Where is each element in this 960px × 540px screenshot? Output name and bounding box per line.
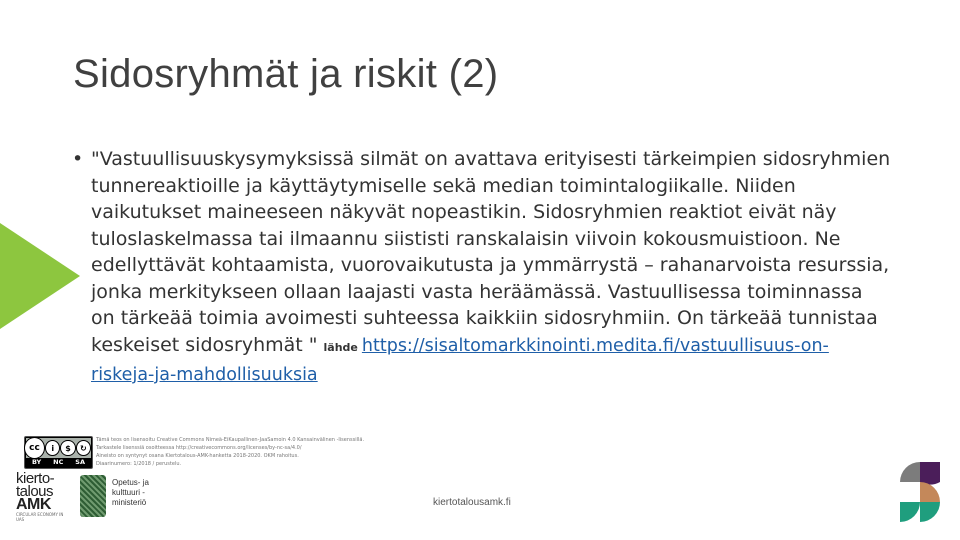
ministry-emblem-icon (80, 475, 106, 517)
quote-text: "Vastuullisuuskysymyksissä silmät on avattava erityisesti tärkeimpien sidosryhmien tunnereaktioille ja käyttäytymiselle sekä median toimintalogiikalle. Niiden vaikutukset maineeseen näkyvät nopeastikin. Sidosryhmien reaktiot eivät näy tuloslaskelmassa tai ilmaannu siististi ranskalaisin viivoin kokousmuistioon. Ne edellyttävät kohtaamista, vuorovaikutusta ja ymmärrystä – rahanarvoista resurssia, jonka merkitykseen ollaan laajasti vasta heräämässä. Vastuullisessa toiminnassa on tärkeää toimia avoimesti suhteessa kaikkiin sidosryhmiin. On tärkeää tunnistaa keskeiset sidosryhmät " (91, 148, 891, 356)
slide-body (72, 146, 892, 389)
cc-terms (26, 458, 91, 467)
cc-license-badge[interactable] (24, 436, 93, 469)
logo-segment-teal-right (920, 502, 940, 522)
green-triangle-decoration (0, 223, 80, 329)
logo-word-1: kierto- (16, 470, 55, 487)
logo-segment-brown (920, 482, 940, 502)
logo-segment-gray (900, 462, 920, 482)
footer-website: kiertotalousamk.fi (433, 497, 511, 508)
ministry-line-2: kulttuuri - (112, 488, 145, 497)
logo-word-2: talous (16, 483, 54, 500)
cc-icons (26, 438, 91, 458)
license-line-2: Aineisto on syntynyt osana Kiertotalous-AMK-hanketta 2018-2020. OKM rahoitus. (96, 453, 299, 459)
kiertotalous-amk-logo (16, 472, 72, 522)
cc-icon: cc (24, 437, 45, 459)
source-label: lähde (323, 340, 358, 354)
cc-nc-label: NC (53, 458, 64, 466)
quote-paragraph (91, 146, 892, 389)
cc-by-label: BY (31, 458, 42, 466)
ministry-name (112, 478, 149, 508)
logo-segment-teal-left (900, 482, 920, 522)
bullet-icon: • (72, 148, 84, 170)
cc-sa-label: SA (75, 458, 86, 466)
license-line-3: Diaarinumero: 1/2018 / perustelu. (96, 461, 182, 467)
source-link[interactable]: https://sisaltomarkkinointi.medita.fi/vastuullisuus-on-riskeja-ja-mahdollisuuksia (91, 335, 829, 385)
license-text (96, 436, 376, 468)
ministry-line-1: Opetus- ja (112, 478, 149, 487)
corner-logo-icon (880, 460, 960, 540)
slide-title: Sidosryhmät ja riskit (2) (73, 52, 499, 96)
logo-tagline: CIRCULAR ECONOMY IN UAS (16, 512, 64, 522)
noncommercial-icon: $ (60, 440, 75, 456)
attribution-icon: i (45, 440, 60, 456)
logo-word-3: AMK (16, 496, 51, 513)
sharealike-icon: ↻ (76, 440, 91, 456)
license-line-1: Tämä teos on lisensoitu Creative Commons Nimeä-EiKaupallinen-JaaSamoin 4.0 Kansainvälinen -lisenssillä. Tarkastele lisenssiä osoitteessa http://creativecommons.org/licenses/by-nc-sa/4.0/ (96, 437, 365, 451)
ministry-line-3: ministeriö (112, 498, 147, 507)
ministry-logo (80, 475, 158, 519)
logo-segment-purple (920, 462, 940, 485)
